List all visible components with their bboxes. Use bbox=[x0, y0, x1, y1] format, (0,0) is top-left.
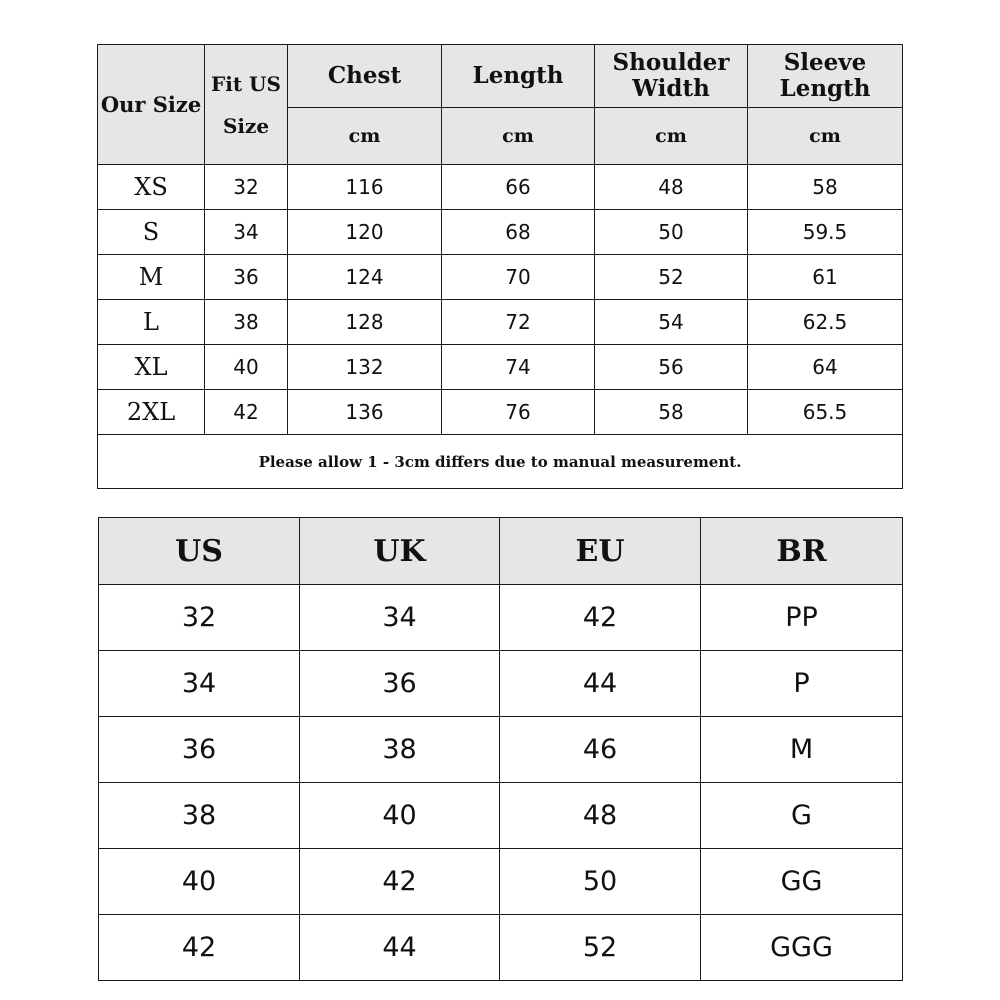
cell-br: GG bbox=[701, 849, 903, 915]
cell-shoulder-width: 52 bbox=[595, 255, 748, 300]
cell-shoulder-width: 50 bbox=[595, 210, 748, 255]
header-fit-us-size-line1: Fit US bbox=[211, 71, 281, 96]
cell-eu: 52 bbox=[500, 915, 701, 981]
table-row bbox=[98, 390, 903, 435]
table-row bbox=[99, 717, 903, 783]
cell-us: 42 bbox=[99, 915, 300, 981]
cell-br: G bbox=[701, 783, 903, 849]
header-shoulder-width-line1: Shoulder bbox=[612, 49, 730, 76]
header-length: Length bbox=[442, 45, 595, 108]
unit-length: cm bbox=[442, 108, 595, 165]
cell-our-size: 2XL bbox=[98, 390, 205, 435]
table-row bbox=[99, 783, 903, 849]
header-shoulder-width-line2: Width bbox=[632, 75, 710, 102]
cell-us-size: 42 bbox=[205, 390, 288, 435]
header-fit-us-size-line2: Size bbox=[222, 113, 270, 138]
header-br: BR bbox=[701, 518, 903, 585]
cell-length: 76 bbox=[442, 390, 595, 435]
size-conversion-table bbox=[98, 517, 903, 981]
cell-uk: 36 bbox=[300, 651, 500, 717]
cell-length: 68 bbox=[442, 210, 595, 255]
cell-chest: 116 bbox=[288, 165, 442, 210]
table-row bbox=[98, 345, 903, 390]
cell-uk: 44 bbox=[300, 915, 500, 981]
table-row bbox=[98, 210, 903, 255]
cell-chest: 136 bbox=[288, 390, 442, 435]
cell-our-size: XL bbox=[98, 345, 205, 390]
cell-shoulder-width: 54 bbox=[595, 300, 748, 345]
cell-uk: 40 bbox=[300, 783, 500, 849]
cell-us: 38 bbox=[99, 783, 300, 849]
unit-sleeve-length: cm bbox=[748, 108, 903, 165]
cell-br: P bbox=[701, 651, 903, 717]
cell-us: 36 bbox=[99, 717, 300, 783]
cell-length: 74 bbox=[442, 345, 595, 390]
header-chest: Chest bbox=[288, 45, 442, 108]
table-row bbox=[99, 585, 903, 651]
cell-shoulder-width: 56 bbox=[595, 345, 748, 390]
cell-us: 32 bbox=[99, 585, 300, 651]
cell-chest: 128 bbox=[288, 300, 442, 345]
size-chart-body bbox=[98, 165, 903, 489]
cell-eu: 46 bbox=[500, 717, 701, 783]
cell-sleeve-length: 64 bbox=[748, 345, 903, 390]
conversion-body bbox=[99, 585, 903, 981]
cell-sleeve-length: 65.5 bbox=[748, 390, 903, 435]
cell-br: PP bbox=[701, 585, 903, 651]
conversion-header-row bbox=[99, 518, 903, 585]
cell-our-size: S bbox=[98, 210, 205, 255]
cell-eu: 42 bbox=[500, 585, 701, 651]
cell-shoulder-width: 48 bbox=[595, 165, 748, 210]
cell-sleeve-length: 62.5 bbox=[748, 300, 903, 345]
header-uk: UK bbox=[300, 518, 500, 585]
size-chart-table bbox=[97, 44, 903, 489]
cell-uk: 38 bbox=[300, 717, 500, 783]
header-fit-us-size bbox=[205, 45, 288, 165]
cell-us-size: 36 bbox=[205, 255, 288, 300]
cell-our-size: L bbox=[98, 300, 205, 345]
size-chart-header-row bbox=[98, 45, 903, 108]
cell-chest: 120 bbox=[288, 210, 442, 255]
header-sleeve-length-line1: Sleeve bbox=[783, 49, 867, 76]
cell-chest: 124 bbox=[288, 255, 442, 300]
cell-us: 40 bbox=[99, 849, 300, 915]
table-row bbox=[98, 300, 903, 345]
cell-uk: 42 bbox=[300, 849, 500, 915]
header-sleeve-length-line2: Length bbox=[779, 75, 871, 102]
cell-our-size: XS bbox=[98, 165, 205, 210]
header-eu: EU bbox=[500, 518, 701, 585]
cell-us-size: 32 bbox=[205, 165, 288, 210]
cell-length: 66 bbox=[442, 165, 595, 210]
cell-our-size: M bbox=[98, 255, 205, 300]
header-us: US bbox=[99, 518, 300, 585]
header-sleeve-length bbox=[748, 45, 903, 108]
cell-uk: 34 bbox=[300, 585, 500, 651]
cell-eu: 50 bbox=[500, 849, 701, 915]
cell-br: GGG bbox=[701, 915, 903, 981]
cell-us-size: 34 bbox=[205, 210, 288, 255]
cell-length: 70 bbox=[442, 255, 595, 300]
header-shoulder-width bbox=[595, 45, 748, 108]
table-row bbox=[99, 849, 903, 915]
table-row bbox=[99, 651, 903, 717]
table-row bbox=[98, 165, 903, 210]
cell-us-size: 38 bbox=[205, 300, 288, 345]
cell-us-size: 40 bbox=[205, 345, 288, 390]
unit-shoulder-width: cm bbox=[595, 108, 748, 165]
cell-sleeve-length: 58 bbox=[748, 165, 903, 210]
unit-chest: cm bbox=[288, 108, 442, 165]
cell-length: 72 bbox=[442, 300, 595, 345]
table-row bbox=[98, 255, 903, 300]
cell-us: 34 bbox=[99, 651, 300, 717]
cell-br: M bbox=[701, 717, 903, 783]
cell-sleeve-length: 59.5 bbox=[748, 210, 903, 255]
note-row bbox=[98, 435, 903, 489]
cell-shoulder-width: 58 bbox=[595, 390, 748, 435]
cell-eu: 48 bbox=[500, 783, 701, 849]
cell-sleeve-length: 61 bbox=[748, 255, 903, 300]
measurement-note: Please allow 1 - 3cm differs due to manual measurement. bbox=[98, 435, 903, 489]
cell-eu: 44 bbox=[500, 651, 701, 717]
table-row bbox=[99, 915, 903, 981]
cell-chest: 132 bbox=[288, 345, 442, 390]
header-our-size: Our Size bbox=[98, 45, 205, 165]
